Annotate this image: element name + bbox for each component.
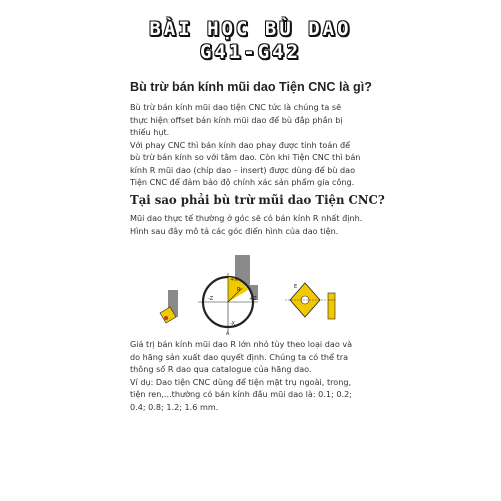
text-line: thiếu hụt. — [130, 127, 170, 137]
logo-title-line2: G41-G42 — [199, 41, 302, 63]
point-label-a: A — [226, 331, 230, 335]
text-line: thực hiện offset bán kính mũi dao để bù đắp phần bị — [130, 114, 343, 125]
logo-title-line1: BÀI HỌC BÙ DAO — [149, 18, 352, 40]
text-line: Bù trừ bán kính mũi dao tiện CNC tức là chúng ta sẽ — [130, 102, 342, 112]
text-line: tiện ren,...thường có bán kính đầu mũi dao là: 0.1; 0.2; — [130, 389, 352, 399]
text-line: kính R mũi dao (chíp dao – insert) được dùng để bù dao — [130, 164, 356, 175]
text-line: Với phay CNC thì bán kính dao phay được tính toán để — [130, 139, 351, 150]
text-line: Hình sau đây mô tả các góc điển hình của dao tiện. — [130, 225, 339, 236]
section-heading-what-is: Bù trừ bán kính mũi dao Tiện CNC là gì? — [130, 80, 372, 94]
text-line: Giá trị bán kính mũi dao R lớn nhỏ tùy theo loại dao và — [130, 339, 353, 349]
axis-label-minus-z: -Z — [208, 296, 214, 302]
text-line: bù trừ bán kính so với tâm dao. Còn khi Tiện CNC thì bán — [130, 152, 361, 162]
radius-label: R — [237, 287, 241, 293]
paragraph-why — [130, 212, 380, 237]
text-line: Ví dụ: Dao tiện CNC dùng để tiện mặt trụ ngoài, trong, — [130, 376, 352, 387]
axis-label-plus-x: +X — [230, 277, 238, 283]
section-heading-why: Tại sao phải bù trừ mũi dao Tiện CNC? — [130, 193, 385, 207]
text-line: do hãng sản xuất dao quyết định. Chúng ta có thể tra — [130, 351, 349, 362]
right-insert-illustration — [285, 283, 335, 319]
center-axis-diagram — [198, 255, 258, 335]
axis-label-minus-x: -X — [230, 321, 235, 327]
axis-label-plus-z: +Z — [249, 296, 257, 302]
tool-nose-radius-figure — [150, 245, 350, 335]
paragraph-definition — [130, 101, 375, 189]
left-tool-illustration — [160, 290, 178, 323]
text-line: thông số R dao qua catalogue của hãng dao. — [130, 364, 312, 374]
text-line: 0.4; 0.8; 1.2; 1.6 mm. — [130, 401, 219, 412]
text-line: Mũi dao thực tế thường ở góc sẽ có bán kính R nhất định. — [130, 213, 363, 223]
insert-label-e: E — [294, 284, 298, 290]
paragraph-radius-values — [130, 338, 375, 413]
text-line: Tiện CNC để đảm bảo độ chính xác sản phẩm gia công. — [130, 177, 355, 187]
